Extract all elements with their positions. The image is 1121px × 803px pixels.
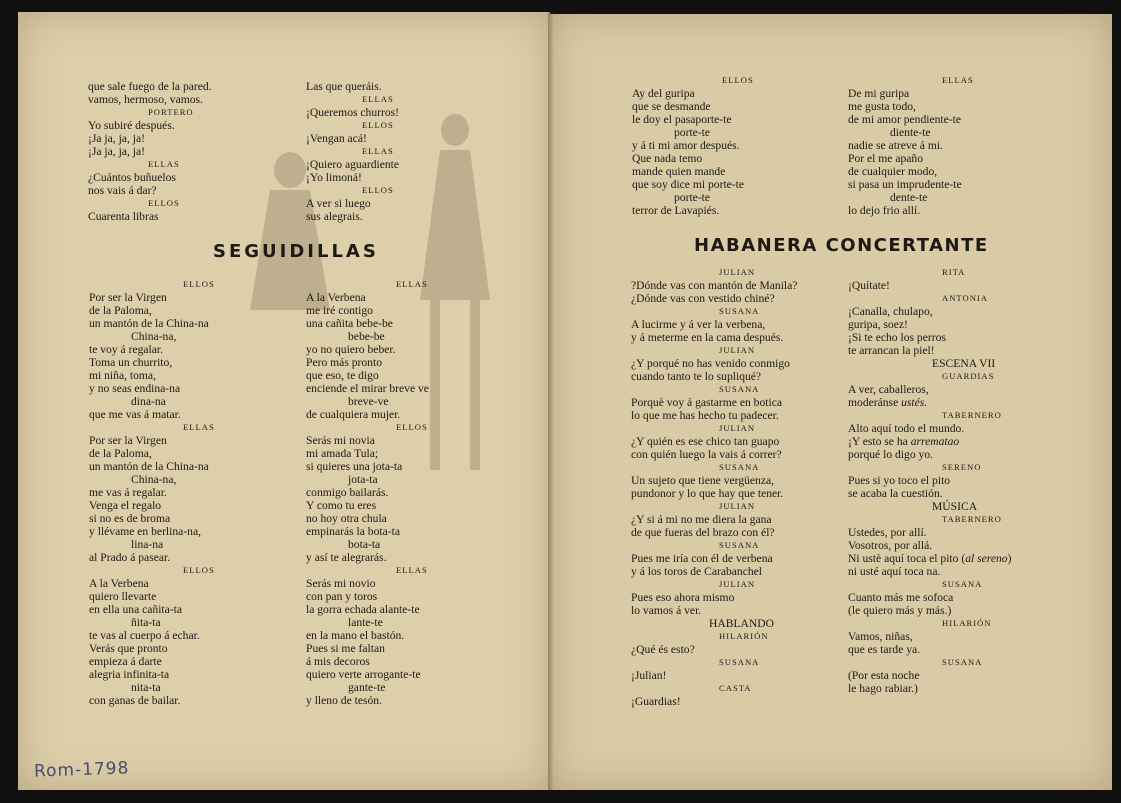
stage-direction: ESCENA VII bbox=[932, 357, 996, 370]
verse-line: y así te alegrarás. bbox=[306, 551, 387, 564]
verse-line: que se desmande bbox=[632, 100, 711, 113]
verse-line: Verás que pronto bbox=[89, 642, 168, 655]
verse-line: y llévame en berlina-na, bbox=[89, 525, 202, 538]
verse-line: Y como tu eres bbox=[306, 499, 377, 512]
speaker-label: TABERNERO bbox=[942, 514, 1002, 524]
verse-line: porqué lo digo yo. bbox=[848, 448, 934, 461]
verse-line: ¡Canalla, chulapo, bbox=[848, 305, 933, 318]
verse-line: Vamos, niñas, bbox=[848, 630, 913, 643]
verse-line: de la Paloma, bbox=[89, 304, 152, 317]
verse-line: mi amada Tula; bbox=[306, 447, 379, 460]
verse-line: de cualquier modo, bbox=[848, 165, 938, 178]
verse-line: Venga el regalo bbox=[89, 499, 162, 512]
speaker-label: ELLOS bbox=[722, 75, 754, 85]
verse-line: mi niña, toma, bbox=[89, 369, 156, 382]
verse-refrain-line: porte-te bbox=[674, 126, 711, 139]
speaker-label: ELLAS bbox=[942, 75, 974, 85]
verse-line: A la Verbena bbox=[306, 291, 366, 304]
verse-line: le hago rabiar.) bbox=[848, 682, 918, 695]
verse-line: y á meterme en la cama después. bbox=[631, 331, 784, 344]
verse-line: lo que me has hecho tu padecer. bbox=[631, 409, 779, 422]
speaker-label: SUSANA bbox=[942, 579, 983, 589]
speaker-label: HILARIÓN bbox=[719, 631, 769, 641]
verse-line: ¡Vengan acá! bbox=[306, 132, 367, 145]
verse-text: moderánse bbox=[848, 396, 902, 409]
italic-text: al sereno bbox=[965, 552, 1008, 565]
verse-line: con ganas de bailar. bbox=[89, 694, 181, 707]
verse-line: Las que queráis. bbox=[306, 80, 382, 93]
verse-line: A la Verbena bbox=[89, 577, 149, 590]
verse-line: un mantón de la China-na bbox=[89, 460, 209, 473]
verse-line: cuando tanto te lo supliqué? bbox=[631, 370, 762, 383]
speaker-label: JULIAN bbox=[719, 423, 756, 433]
verse-line: si no es de broma bbox=[89, 512, 171, 525]
verse-line: Pero más pronto bbox=[306, 356, 382, 369]
left-col2-bottom bbox=[306, 278, 456, 707]
verse-line: ni usté aquí toca na. bbox=[848, 565, 941, 578]
verse-line: quiero llevarte bbox=[89, 590, 157, 603]
verse-line: y no seas endina-na bbox=[89, 382, 181, 395]
verse-line bbox=[848, 435, 1053, 448]
speaker-label: ELLAS bbox=[396, 565, 428, 575]
verse-line: y lleno de tesón. bbox=[306, 694, 382, 707]
heading-habanera-concertante: HABANERA CONCERTANTE bbox=[694, 235, 989, 256]
speaker-label: ELLOS bbox=[148, 198, 180, 208]
verse-refrain-line: lina-na bbox=[131, 538, 164, 551]
right-col2-top bbox=[848, 74, 998, 217]
verse-line: ¡Queremos churros! bbox=[306, 106, 400, 119]
verse-line: Alto aquí todo el mundo. bbox=[848, 422, 965, 435]
verse-line: me gusta todo, bbox=[848, 100, 916, 113]
verse-line: ¿Y si á mi no me diera la gana bbox=[631, 513, 772, 526]
verse-refrain-line: nita-ta bbox=[131, 681, 161, 694]
verse-line: conmigo bailarás. bbox=[306, 486, 389, 499]
verse-line: no hoy otra chula bbox=[306, 512, 387, 525]
verse-refrain-line: lante-te bbox=[348, 616, 383, 629]
verse-line: ¡Quiero aguardiente bbox=[306, 158, 400, 171]
verse-line: una cañita bebe-be bbox=[306, 317, 393, 330]
verse-line: si pasa un imprudente-te bbox=[848, 178, 962, 191]
speaker-label: ELLAS bbox=[362, 94, 394, 104]
verse-line: Por el me apaño bbox=[848, 152, 924, 165]
verse-line: Pues si me faltan bbox=[306, 642, 385, 655]
verse-line: en la mano el bastón. bbox=[306, 629, 405, 642]
verse-line: ¿Dónde vas con vestido chiné? bbox=[631, 292, 775, 305]
verse-text: ) bbox=[1007, 552, 1012, 565]
speaker-label: ELLOS bbox=[362, 120, 394, 130]
speaker-label: ELLAS bbox=[183, 422, 215, 432]
verse-line: quiero verte arrogante-te bbox=[306, 668, 421, 681]
verse-line: con pan y toros bbox=[306, 590, 378, 603]
verse-line: la gorra echada alante-te bbox=[306, 603, 420, 616]
verse-line: Por ser la Virgen bbox=[89, 291, 167, 304]
verse-line: Pues me iría con él de verbena bbox=[631, 552, 773, 565]
verse-line: alegria infinita-ta bbox=[89, 668, 170, 681]
verse-line: de cualquiera mujer. bbox=[306, 408, 401, 421]
verse-line: vamos, hermoso, vamos. bbox=[88, 93, 203, 106]
verse-refrain-line: jota-ta bbox=[348, 473, 378, 486]
verse-line: nos vais á dar? bbox=[88, 184, 157, 197]
verse-refrain-line: China-na, bbox=[131, 473, 177, 486]
verse-line: ¿Qué és esto? bbox=[631, 643, 695, 656]
verse-text: Ni ustè aquí toca el pito ( bbox=[848, 552, 966, 565]
verse-line: ¡Ja ja, ja, ja! bbox=[88, 145, 145, 158]
verse-line: te arrancan la piel! bbox=[848, 344, 935, 357]
verse-line: Ustedes, por allí. bbox=[848, 526, 927, 539]
verse-line: lo vamos á ver. bbox=[631, 604, 702, 617]
verse-line: A lucirme y á ver la verbena, bbox=[631, 318, 766, 331]
heading-seguidillas: SEGUIDILLAS bbox=[213, 241, 379, 262]
verse-line: Un sujeto que tiene vergüenza, bbox=[631, 474, 775, 487]
speaker-label: GUARDIAS bbox=[942, 371, 995, 381]
verse-line: con quién luego la vais á correr? bbox=[631, 448, 782, 461]
verse-line: le doy el pasaporte-te bbox=[632, 113, 732, 126]
verse-line: nadie se atreve á mi. bbox=[848, 139, 943, 152]
verse-line: al Prado á pasear. bbox=[89, 551, 171, 564]
verse-text: ¡Y esto se ha bbox=[848, 435, 911, 448]
speaker-label: SUSANA bbox=[719, 462, 760, 472]
verse-line: si quieres una jota-ta bbox=[306, 460, 403, 473]
stage-direction: MÚSICA bbox=[932, 500, 978, 513]
speaker-label: ELLOS bbox=[362, 185, 394, 195]
verse-line: Por ser la Virgen bbox=[89, 434, 167, 447]
verse-line: de la Paloma, bbox=[89, 447, 152, 460]
verse-line: guripa, soez! bbox=[848, 318, 908, 331]
library-stamp: Rom-1798 bbox=[33, 758, 130, 782]
verse-line: te vas al cuerpo á echar. bbox=[89, 629, 200, 642]
book-gutter bbox=[548, 12, 554, 790]
italic-text: ustés. bbox=[901, 396, 928, 409]
right-col2-bottom bbox=[848, 266, 1053, 695]
verse-line: que eso, te digo bbox=[306, 369, 379, 382]
verse-line: y á los toros de Carabanchel bbox=[631, 565, 763, 578]
verse-line: ¿Y porqué no has venido conmigo bbox=[631, 357, 790, 370]
speaker-label: ELLOS bbox=[183, 279, 215, 289]
verse-line: empieza á darte bbox=[89, 655, 162, 668]
verse-line: ¡Yo limoná! bbox=[306, 171, 362, 184]
verse-line: enciende el mirar breve ve bbox=[306, 382, 429, 395]
verse-line: ¡Julian! bbox=[631, 669, 667, 682]
verse-refrain-line: diente-te bbox=[890, 126, 931, 139]
verse-line: Cuanto más me sofoca bbox=[848, 591, 954, 604]
right-col1-top bbox=[632, 74, 842, 217]
verse-line: se acaba la cuestión. bbox=[848, 487, 943, 500]
verse-line: me iré contigo bbox=[306, 304, 373, 317]
verse-refrain-line: bebe-be bbox=[348, 330, 385, 343]
verse-line: sus alegrais. bbox=[306, 210, 363, 223]
verse-line: que sale fuego de la pared. bbox=[88, 80, 212, 93]
speaker-label: ELLAS bbox=[148, 159, 180, 169]
verse-line: De mi guripa bbox=[848, 87, 910, 100]
verse-line: pundonor y lo que hay que tener. bbox=[631, 487, 784, 500]
verse-line: ¡Quítate! bbox=[848, 279, 890, 292]
verse-line: ¿Y quién es ese chico tan guapo bbox=[631, 435, 780, 448]
right-col1-bottom bbox=[631, 266, 841, 708]
verse-line: A ver, caballeros, bbox=[848, 383, 929, 396]
verse-refrain-line: China-na, bbox=[131, 330, 177, 343]
verse-refrain-line: ñita-ta bbox=[131, 616, 161, 629]
verse-line: ?Dónde vas con mantón de Manila? bbox=[631, 279, 798, 292]
verse-line: Porquè voy á gastarme en botica bbox=[631, 396, 782, 409]
verse-refrain-line: bota-ta bbox=[348, 538, 381, 551]
verse-line: Ay del guripa bbox=[632, 87, 695, 100]
speaker-label: JULIAN bbox=[719, 579, 756, 589]
speaker-label: ELLAS bbox=[396, 279, 428, 289]
speaker-label: CASTA bbox=[719, 683, 752, 693]
speaker-label: ELLAS bbox=[362, 146, 394, 156]
verse-line bbox=[848, 552, 1053, 565]
verse-line: empinarás la bota-ta bbox=[306, 525, 400, 538]
verse-line: Que nada temo bbox=[632, 152, 703, 165]
verse-line: que es tarde ya. bbox=[848, 643, 921, 656]
verse-line: te voy á regalar. bbox=[89, 343, 164, 356]
verse-line: ¡Ja ja, ja, ja! bbox=[88, 132, 145, 145]
speaker-label: SUSANA bbox=[719, 384, 760, 394]
verse-line: de mi amor pendiente-te bbox=[848, 113, 961, 126]
verse-line: que soy dice mi porte-te bbox=[632, 178, 745, 191]
verse-line: lo dejo frio allí. bbox=[848, 204, 921, 217]
verse-line: Serás mi novio bbox=[306, 577, 376, 590]
italic-text: arrematao bbox=[910, 435, 960, 448]
verse-line: (Por esta noche bbox=[848, 669, 920, 682]
speaker-label: SUSANA bbox=[719, 540, 760, 550]
verse-line: A ver si luego bbox=[306, 197, 371, 210]
speaker-label: ANTONIA bbox=[942, 293, 988, 303]
verse-refrain-line: dente-te bbox=[890, 191, 928, 204]
speaker-label: ELLOS bbox=[183, 565, 215, 575]
verse-line: Pues eso ahora mismo bbox=[631, 591, 735, 604]
verse-line: de que fueras del brazo con él? bbox=[631, 526, 775, 539]
speaker-label: SUSANA bbox=[942, 657, 983, 667]
speaker-label: SERENO bbox=[942, 462, 982, 472]
left-col2-top bbox=[306, 80, 436, 223]
verse-line: Toma un churrito, bbox=[89, 356, 173, 369]
speaker-label: ELLOS bbox=[396, 422, 428, 432]
speaker-label: SUSANA bbox=[719, 657, 760, 667]
speaker-label: SUSANA bbox=[719, 306, 760, 316]
verse-line: Vosotros, por allá. bbox=[848, 539, 933, 552]
speaker-label: PORTERO bbox=[148, 107, 194, 117]
speaker-label: TABERNERO bbox=[942, 410, 1002, 420]
speaker-label: JULIAN bbox=[719, 345, 756, 355]
verse-line: terror de Lavapiés. bbox=[632, 204, 720, 217]
left-col1-top bbox=[88, 80, 288, 223]
verse-line: yo no quiero beber. bbox=[306, 343, 396, 356]
verse-line: me vas á regalar. bbox=[89, 486, 167, 499]
verse-line: mande quien mande bbox=[632, 165, 726, 178]
verse-line: Serás mi novia bbox=[306, 434, 375, 447]
speaker-label: JULIAN bbox=[719, 501, 756, 511]
verse-line: ¡Si te echo los perros bbox=[848, 331, 946, 344]
speaker-label: RITA bbox=[942, 267, 966, 277]
verse-line: en ella una cañita-ta bbox=[89, 603, 183, 616]
verse-line: á mis decoros bbox=[306, 655, 370, 668]
verse-line bbox=[848, 396, 1053, 409]
verse-line: y á ti mi amor después. bbox=[632, 139, 740, 152]
left-col1-bottom bbox=[89, 278, 299, 707]
verse-line: que me vas á matar. bbox=[89, 408, 181, 421]
verse-line: (le quiero más y más.) bbox=[848, 604, 952, 617]
stage-direction: HABLANDO bbox=[709, 617, 775, 630]
verse-refrain-line: breve-ve bbox=[348, 395, 389, 408]
verse-refrain-line: porte-te bbox=[674, 191, 711, 204]
verse-refrain-line: dina-na bbox=[131, 395, 166, 408]
verse-line: Yo subiré después. bbox=[88, 119, 175, 132]
verse-line: un mantón de la China-na bbox=[89, 317, 209, 330]
verse-line: Pues si yo toco el pito bbox=[848, 474, 951, 487]
verse-refrain-line: gante-te bbox=[348, 681, 386, 694]
verse-line: Cuarenta libras bbox=[88, 210, 159, 223]
verse-line: ¿Cuántos buñuelos bbox=[88, 171, 176, 184]
verse-line: ¡Guardias! bbox=[631, 695, 681, 708]
speaker-label: HILARIÓN bbox=[942, 618, 992, 628]
speaker-label: JULIAN bbox=[719, 267, 756, 277]
